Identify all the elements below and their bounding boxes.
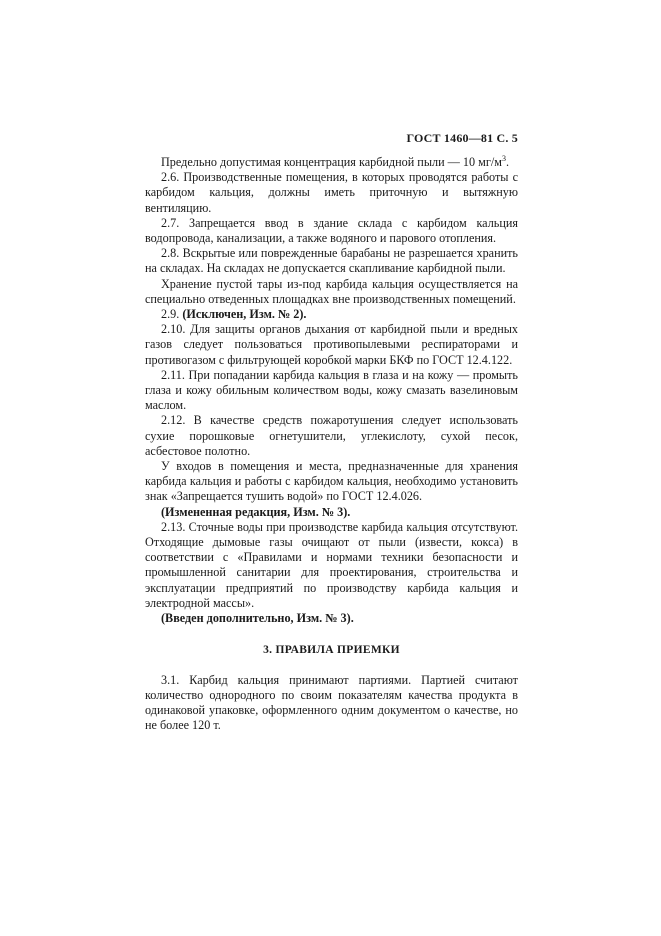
paragraph-2-10: 2.10. Для защиты органов дыхания от карбидной пыли и вредных газов следует пользоваться противопылевыми респираторами и противогазом с фильтрующей коробкой марки БКФ по ГОСТ 12.4.122.: [145, 322, 518, 367]
document-body: [145, 155, 518, 733]
paragraph-empty-containers: Хранение пустой тары из-под карбида кальция осуществляется на специально отведенных площадках вне производственных помещений.: [145, 276, 518, 306]
paragraph-2-13: 2.13. Сточные воды при производстве карбида кальция отсутствуют. Отходящие дымовые газы очищают от пыли (извести, кокса) в соответствии с «Правилами и нормами техники безопасности и промышленной санитарии для проектирования, строительства и эксплуатации предприятий по производству карбида кальция и электродной массы».: [145, 519, 518, 610]
amendment-note-revised: (Измененная редакция, Изм. № 3).: [161, 504, 351, 519]
paragraph-2-11: 2.11. При попадании карбида кальция в глаза и на кожу — промыть глаза и кожу обильным количеством воды, кожу смазать вазелиновым маслом.: [145, 367, 518, 413]
paragraph-2-12: 2.12. В качестве средств пожаротушения следует использовать сухие порошковые огнетушители, углекислоту, сухой песок, асбестовое полотно.: [145, 413, 518, 458]
section-title: 3. ПРАВИЛА ПРИЕМКИ: [263, 644, 400, 657]
paragraph-dust-limit: [145, 155, 518, 170]
paragraph-2-6: 2.6. Производственные помещения, в которых проводятся работы с карбидом кальция, должны иметь приточную и вытяжную вентиляцию.: [145, 170, 518, 215]
paragraph-2-7: 2.7. Запрещается ввод в здание склада с карбидом кальция водопровода, канализации, а также водяного и парового отопления.: [145, 215, 518, 246]
paragraph-3-1: 3.1. Карбид кальция принимают партиями. Партией считают количество однородного по своим показателям качества продукта в одинаковой упаковке, оформленного одним документом о качестве, но не более 120 т.: [145, 672, 518, 733]
paragraph-2-9: [145, 307, 518, 322]
amendment-note: (Исключен, Изм. № 2).: [182, 307, 307, 322]
paragraph-2-8: 2.8. Вскрытые или поврежденные барабаны не разрешается хранить на складах. На складах не допускается скапливание карбидной пыли.: [145, 246, 518, 276]
page-header: ГОСТ 1460—81 С. 5: [406, 131, 518, 145]
paragraph-warning-sign: У входов в помещения и места, предназначенные для хранения карбида кальция и работы с карбидом кальция, необходимо установить знак «Запрещается тушить водой» по ГОСТ 12.4.026.: [145, 459, 518, 504]
clause-number: 2.9.: [161, 307, 180, 322]
superscript: 3: [501, 153, 506, 163]
amendment-note-added: (Введен дополнительно, Изм. № 3).: [161, 611, 354, 626]
paragraph-text: Предельно допустимая концентрация карбидной пыли — 10 мг/м: [161, 155, 502, 169]
paragraph-end: .: [505, 155, 509, 169]
